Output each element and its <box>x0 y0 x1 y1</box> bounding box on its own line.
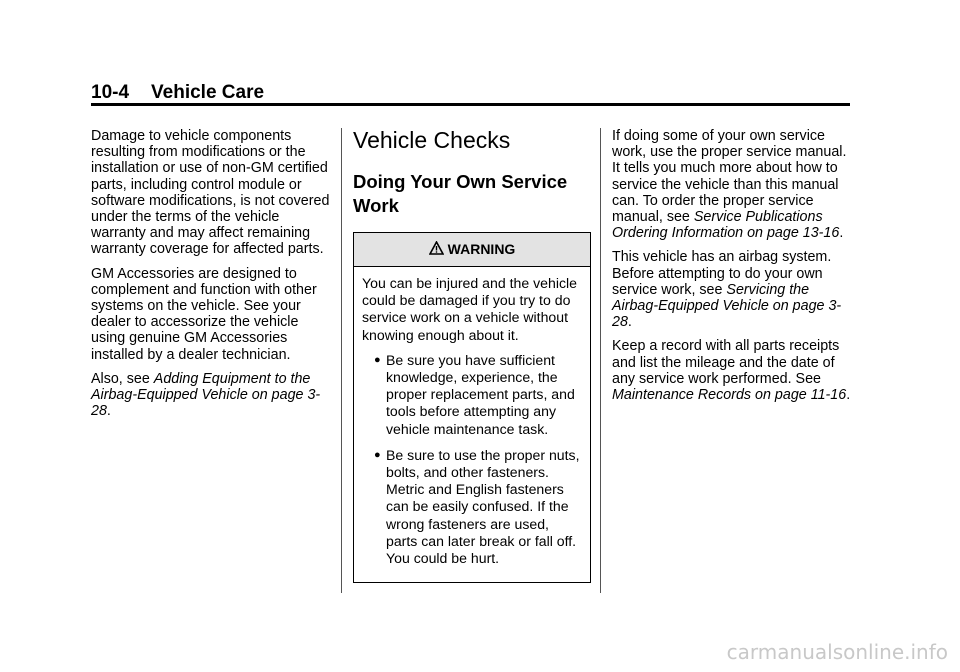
watermark: carmanualsonline.info <box>726 640 948 664</box>
page-number: 10-4 <box>91 82 130 103</box>
paragraph-service-manual <box>612 128 857 241</box>
text: . <box>106 403 111 420</box>
paragraph-airbag <box>612 249 857 330</box>
warning-box <box>353 232 591 583</box>
paragraph-also-see <box>91 371 331 420</box>
text: . <box>839 225 844 242</box>
warning-intro: You can be injured and the vehicle could be damaged if you try to do service work on a vehicle without knowing enough about it. <box>362 275 577 343</box>
text: Also, see <box>91 370 154 387</box>
paragraph-accessories: GM Accessories are designed to complement and function with other systems on the vehicle. See your dealer to accessorize the vehicle using genuine GM Accessories installed by a dealer technician. <box>91 265 317 363</box>
header-rule <box>91 103 850 106</box>
section-heading: Vehicle Checks <box>353 127 511 153</box>
column-right <box>612 128 857 411</box>
text: . <box>627 314 632 331</box>
warning-header <box>354 233 590 267</box>
text: . <box>846 387 851 404</box>
cross-reference-link[interactable]: Servicing the Airbag-Equipped Vehicle on page 3-28 <box>612 281 842 331</box>
list-item-text: Be sure you have sufficient knowledge, experience, the proper replacement parts, and tools before attempting any vehicle maintenance task. <box>386 351 575 437</box>
warning-triangle-icon <box>429 233 444 266</box>
column-divider <box>600 128 601 593</box>
page-header <box>91 82 264 104</box>
paragraph-damage: Damage to vehicle components resulting from modifications or the installation or use of non-GM certified parts, including control module or software modifications, is not covered under the terms of the vehicle warranty and may affect remaining warranty coverage for affected parts. <box>91 128 330 258</box>
text: Keep a record with all parts receipts and list the mileage and the date of any service work performed. See <box>612 338 840 387</box>
subsection-heading: Doing Your Own Service Work <box>353 171 568 216</box>
cross-reference-link[interactable]: Maintenance Records on page 11-16 <box>612 387 847 404</box>
column-left <box>91 128 331 427</box>
column-divider <box>341 128 342 593</box>
section-title: Vehicle Care <box>151 82 265 103</box>
paragraph-records <box>612 338 857 403</box>
bullet-icon: ● <box>374 448 381 461</box>
column-middle <box>353 126 593 583</box>
text: This vehicle has an airbag system. Before attempting to do your own service work, see <box>612 249 832 298</box>
warning-body <box>354 267 590 582</box>
warning-list <box>362 352 582 567</box>
cross-reference-link[interactable]: Adding Equipment to the Airbag-Equipped Vehicle on page 3-28 <box>91 370 321 420</box>
warning-title: WARNING <box>447 241 516 257</box>
bullet-icon: ● <box>374 353 381 366</box>
list-item <box>362 352 582 438</box>
list-item <box>362 447 582 567</box>
list-item-text: Be sure to use the proper nuts, bolts, and other fasteners. Metric and English fasteners can be easily confused. If the wrong fasteners are used, parts can later break or fall off. You could be hurt. <box>386 446 580 567</box>
cross-reference-link[interactable]: Service Publications Ordering Information on page 13-16 <box>612 209 840 242</box>
text: If doing some of your own service work, use the proper service manual. It tells you much more about how to service the vehicle than this manual can. To order the proper service manual, see <box>612 128 847 226</box>
